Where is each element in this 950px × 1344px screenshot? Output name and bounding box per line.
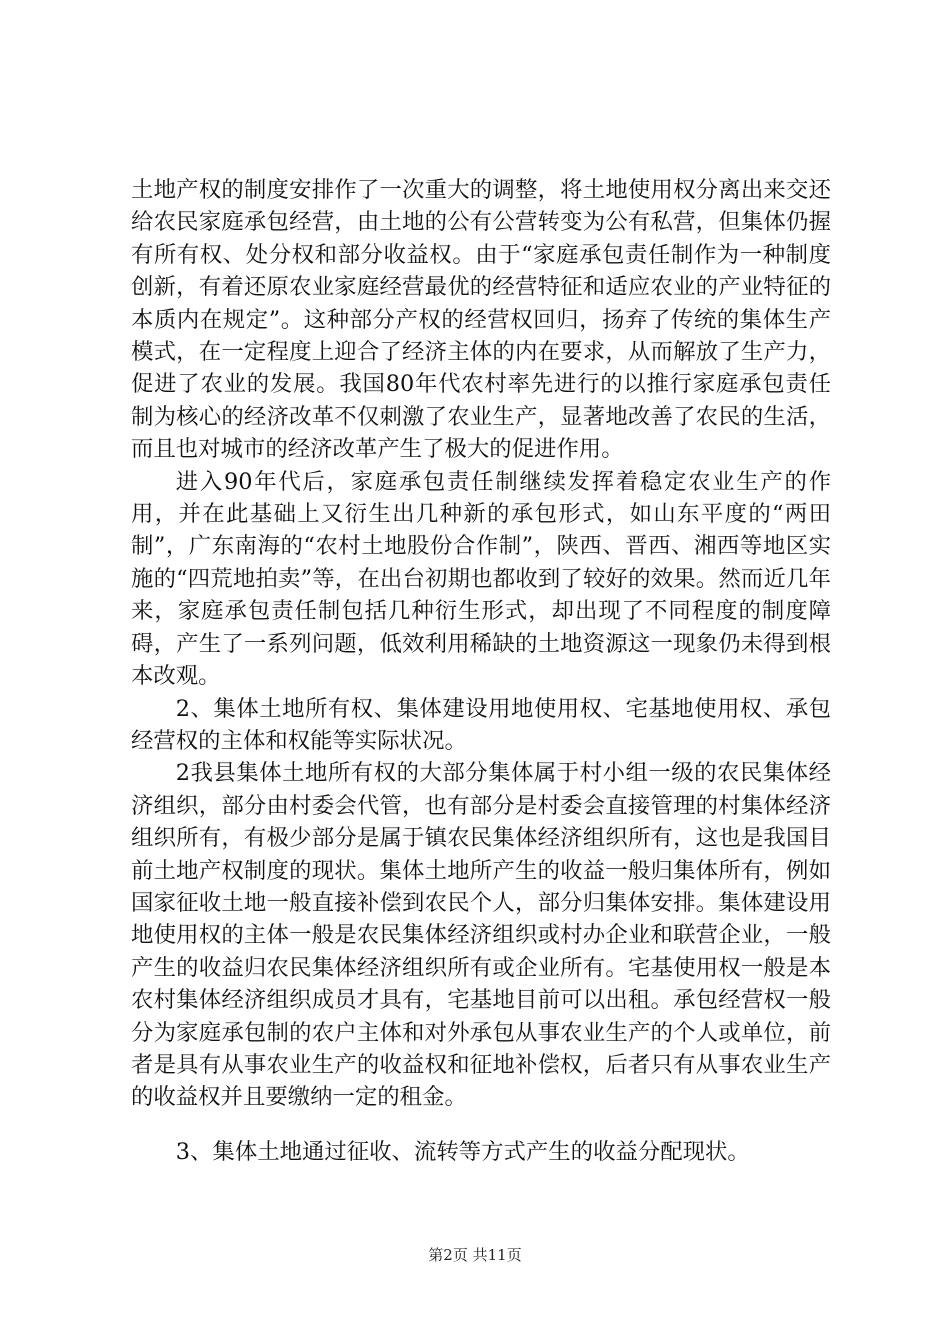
- document-body: [131, 174, 831, 1168]
- paragraph-continuation: 土地产权的制度安排作了一次重大的调整，将土地使用权分离出来交还给农民家庭承包经营，由土地的公有公营转变为公有私营，但集体仍握有所有权、处分权和部分收益权。由于“家庭承包责任制作为一种制度创新，有着还原农业家庭经营最优的经营特征和适应农业的产业特征的本质内在规定”。这种部分产权的经营权回归，扬弃了传统的集体生产模式，在一定程度上迎合了经济主体的内在要求，从而解放了生产力，促进了农业的发展。我国80年代农村率先进行的以推行家庭承包责任制为核心的经济改革不仅刺激了农业生产，显著地改善了农民的生活，而且也对城市的经济改革产生了极大的促进作用。: [131, 177, 831, 463]
- section-heading-2: 2、集体土地所有权、集体建设用地使用权、宅基地使用权、承包经营权的主体和权能等实际状况。: [131, 695, 831, 754]
- section-heading-3: 3、集体土地通过征收、流转等方式产生的收益分配现状。: [175, 1138, 750, 1165]
- paragraph-90s-development: 进入90年代后，家庭承包责任制继续发挥着稳定农业生产的作用，并在此基础上又衍生出几种新的承包形式，如山东平度的“两田制”，广东南海的“农村土地股份合作制”，陕西、晋西、湘西等地区实施的“四荒地拍卖”等，在出台初期也都收到了较好的效果。然而近几年来，家庭承包责任制包括几种衍生形式，却出现了不同程度的制度障碍，产生了一系列问题，低效利用稀缺的土地资源这一现象仍未得到根本改观。: [131, 468, 831, 690]
- paragraph-ownership-status: 2我县集体土地所有权的大部分集体属于村小组一级的农民集体经济组织，部分由村委会代管，也有部分是村委会直接管理的村集体经济组织所有，有极少部分是属于镇农民集体经济组织所有，这也是我国目前土地产权制度的现状。集体土地所产生的收益一般归集体所有，例如国家征收土地一般直接补偿到农民个人，部分归集体安排。集体建设用地使用权的主体一般是农民集体经济组织或村办企业和联营企业，一般产生的收益归农民集体经济组织所有或企业所有。宅基使用权一般是本农村集体经济组织成员才具有，宅基地目前可以出租。承包经营权一般分为家庭承包制的农户主体和对外承包从事农业生产的个人或单位，前者是具有从事农业生产的收益权和征地补偿权，后者只有从事农业生产的收益权并且要缴纳一定的租金。: [131, 760, 831, 1111]
- page-number-footer: 第2页 共11页: [428, 1246, 522, 1264]
